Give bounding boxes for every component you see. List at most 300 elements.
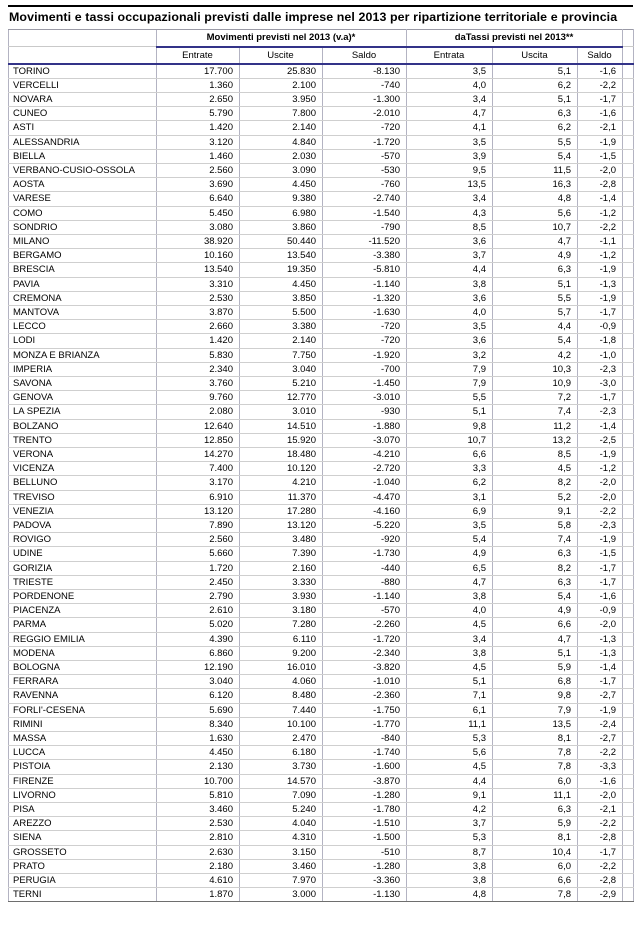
uscite-cell: 5.240 bbox=[240, 803, 323, 817]
uscite-cell: 14.570 bbox=[240, 774, 323, 788]
table-row bbox=[9, 135, 634, 149]
saldo-va-cell: -3.010 bbox=[323, 391, 407, 405]
uscita-tasso-cell: 4,7 bbox=[493, 632, 578, 646]
entrata-tasso-cell: 8,5 bbox=[407, 220, 493, 234]
spacer-cell bbox=[623, 774, 634, 788]
entrata-tasso-cell: 3,9 bbox=[407, 149, 493, 163]
entrata-tasso-cell: 7,9 bbox=[407, 362, 493, 376]
province-cell: LECCO bbox=[9, 320, 157, 334]
uscita-tasso-cell: 11,1 bbox=[493, 788, 578, 802]
saldo-va-cell: -1.320 bbox=[323, 291, 407, 305]
province-cell: TRENTO bbox=[9, 433, 157, 447]
uscite-cell: 8.480 bbox=[240, 689, 323, 703]
table-row bbox=[9, 817, 634, 831]
saldo-tasso-cell: -0,9 bbox=[578, 604, 623, 618]
uscite-cell: 7.970 bbox=[240, 874, 323, 888]
province-cell: SONDRIO bbox=[9, 220, 157, 234]
uscita-tasso-cell: 11,2 bbox=[493, 419, 578, 433]
saldo-tasso-cell: -1,9 bbox=[578, 533, 623, 547]
saldo-tasso-cell: -2,2 bbox=[578, 78, 623, 92]
uscite-cell: 10.120 bbox=[240, 462, 323, 476]
province-cell: LA SPEZIA bbox=[9, 405, 157, 419]
uscita-tasso-cell: 10,4 bbox=[493, 845, 578, 859]
entrate-cell: 3.170 bbox=[157, 476, 240, 490]
uscite-cell: 7.280 bbox=[240, 618, 323, 632]
entrata-tasso-cell: 6,6 bbox=[407, 447, 493, 461]
entrata-tasso-cell: 3,4 bbox=[407, 632, 493, 646]
saldo-tasso-cell: -3,3 bbox=[578, 760, 623, 774]
uscita-tasso-cell: 7,8 bbox=[493, 760, 578, 774]
saldo-va-cell: -760 bbox=[323, 178, 407, 192]
uscite-cell: 7.390 bbox=[240, 547, 323, 561]
province-cell: BELLUNO bbox=[9, 476, 157, 490]
spacer-cell bbox=[623, 689, 634, 703]
saldo-tasso-cell: -2,3 bbox=[578, 405, 623, 419]
province-cell: PADOVA bbox=[9, 519, 157, 533]
province-cell: BERGAMO bbox=[9, 249, 157, 263]
uscite-cell: 3.860 bbox=[240, 220, 323, 234]
uscita-tasso-cell: 6,3 bbox=[493, 107, 578, 121]
saldo-tasso-cell: -2,4 bbox=[578, 717, 623, 731]
saldo-va-cell: -510 bbox=[323, 845, 407, 859]
entrata-tasso-cell: 7,9 bbox=[407, 376, 493, 390]
entrata-tasso-cell: 3,8 bbox=[407, 590, 493, 604]
saldo-va-cell: -2.740 bbox=[323, 192, 407, 206]
entrata-tasso-cell: 10,7 bbox=[407, 433, 493, 447]
entrata-tasso-cell: 6,9 bbox=[407, 504, 493, 518]
entrata-tasso-cell: 4,1 bbox=[407, 121, 493, 135]
entrate-cell: 5.450 bbox=[157, 206, 240, 220]
spacer-cell bbox=[623, 320, 634, 334]
saldo-tasso-cell: -1,3 bbox=[578, 277, 623, 291]
entrata-tasso-cell: 9,5 bbox=[407, 163, 493, 177]
entrata-tasso-cell: 5,3 bbox=[407, 831, 493, 845]
entrate-cell: 3.040 bbox=[157, 675, 240, 689]
uscita-tasso-cell: 8,1 bbox=[493, 831, 578, 845]
saldo-va-cell: -1.010 bbox=[323, 675, 407, 689]
uscita-tasso-cell: 5,9 bbox=[493, 817, 578, 831]
spacer-cell bbox=[623, 263, 634, 277]
spacer-cell bbox=[623, 78, 634, 92]
uscita-tasso-cell: 5,4 bbox=[493, 334, 578, 348]
saldo-tasso-cell: -2,1 bbox=[578, 121, 623, 135]
entrata-tasso-cell: 5,1 bbox=[407, 675, 493, 689]
entrata-tasso-cell: 5,5 bbox=[407, 391, 493, 405]
spacer-cell bbox=[623, 760, 634, 774]
uscita-tasso-cell: 5,4 bbox=[493, 590, 578, 604]
uscita-tasso-cell: 6,2 bbox=[493, 121, 578, 135]
uscita-tasso-cell: 8,1 bbox=[493, 732, 578, 746]
province-cell: GENOVA bbox=[9, 391, 157, 405]
uscite-cell: 50.440 bbox=[240, 234, 323, 248]
saldo-tasso-cell: -2,0 bbox=[578, 476, 623, 490]
spacer-cell bbox=[623, 504, 634, 518]
saldo-tasso-cell: -2,9 bbox=[578, 888, 623, 902]
entrate-cell: 2.630 bbox=[157, 845, 240, 859]
saldo-tasso-cell: -2,8 bbox=[578, 178, 623, 192]
entrate-cell: 3.310 bbox=[157, 277, 240, 291]
spacer-cell bbox=[623, 376, 634, 390]
entrate-cell: 12.850 bbox=[157, 433, 240, 447]
saldo-va-cell: -720 bbox=[323, 121, 407, 135]
table-row bbox=[9, 107, 634, 121]
spacer-cell bbox=[623, 291, 634, 305]
province-cell: LODI bbox=[9, 334, 157, 348]
table-row bbox=[9, 234, 634, 248]
saldo-va-cell: -3.360 bbox=[323, 874, 407, 888]
entrata-tasso-cell: 5,1 bbox=[407, 405, 493, 419]
saldo-tasso-cell: -1,3 bbox=[578, 632, 623, 646]
uscite-cell: 10.100 bbox=[240, 717, 323, 731]
uscita-tasso-cell: 6,6 bbox=[493, 874, 578, 888]
saldo-va-cell: -570 bbox=[323, 149, 407, 163]
spacer-cell bbox=[623, 47, 634, 64]
entrate-cell: 1.460 bbox=[157, 149, 240, 163]
saldo-va-cell: -3.070 bbox=[323, 433, 407, 447]
saldo-va-cell: -1.740 bbox=[323, 746, 407, 760]
spacer-cell bbox=[623, 533, 634, 547]
uscita-tasso-cell: 5,2 bbox=[493, 490, 578, 504]
uscita-tasso-cell: 5,1 bbox=[493, 277, 578, 291]
spacer-cell bbox=[623, 64, 634, 79]
uscita-tasso-cell: 5,6 bbox=[493, 206, 578, 220]
entrate-cell: 1.360 bbox=[157, 78, 240, 92]
entrate-cell: 2.660 bbox=[157, 320, 240, 334]
entrate-cell: 5.020 bbox=[157, 618, 240, 632]
uscite-cell: 2.470 bbox=[240, 732, 323, 746]
uscita-tasso-cell: 10,7 bbox=[493, 220, 578, 234]
table-row bbox=[9, 874, 634, 888]
saldo-tasso-cell: -2,7 bbox=[578, 689, 623, 703]
uscita-tasso-cell: 4,9 bbox=[493, 604, 578, 618]
uscite-cell: 7.750 bbox=[240, 348, 323, 362]
saldo-tasso-cell: -1,4 bbox=[578, 419, 623, 433]
spacer-cell bbox=[623, 604, 634, 618]
province-cell: ASTI bbox=[9, 121, 157, 135]
uscita-tasso-cell: 7,4 bbox=[493, 533, 578, 547]
saldo-tasso-cell: -2,7 bbox=[578, 732, 623, 746]
entrata-tasso-cell: 3,5 bbox=[407, 519, 493, 533]
uscite-cell: 2.140 bbox=[240, 334, 323, 348]
uscite-cell: 6.110 bbox=[240, 632, 323, 646]
entrate-cell: 3.080 bbox=[157, 220, 240, 234]
uscite-cell: 3.480 bbox=[240, 533, 323, 547]
entrata-tasso-cell: 4,0 bbox=[407, 604, 493, 618]
saldo-tasso-cell: -1,4 bbox=[578, 661, 623, 675]
uscita-tasso-cell: 9,1 bbox=[493, 504, 578, 518]
table-row bbox=[9, 92, 634, 106]
uscita-tasso-cell: 6,6 bbox=[493, 618, 578, 632]
uscita-tasso-cell: 5,1 bbox=[493, 64, 578, 79]
table-row bbox=[9, 391, 634, 405]
entrate-cell: 2.810 bbox=[157, 831, 240, 845]
table-row bbox=[9, 547, 634, 561]
saldo-tasso-cell: -2,2 bbox=[578, 859, 623, 873]
saldo-va-cell: -880 bbox=[323, 575, 407, 589]
entrata-tasso-cell: 3,5 bbox=[407, 64, 493, 79]
uscite-cell: 4.450 bbox=[240, 277, 323, 291]
saldo-tasso-cell: -1,5 bbox=[578, 547, 623, 561]
province-cell: FIRENZE bbox=[9, 774, 157, 788]
saldo-va-cell: -3.380 bbox=[323, 249, 407, 263]
table-row bbox=[9, 405, 634, 419]
entrate-cell: 6.860 bbox=[157, 646, 240, 660]
saldo-va-cell: -440 bbox=[323, 561, 407, 575]
saldo-tasso-cell: -1,2 bbox=[578, 249, 623, 263]
uscita-tasso-cell: 4,8 bbox=[493, 192, 578, 206]
saldo-tasso-cell: -2,2 bbox=[578, 504, 623, 518]
province-cell: VARESE bbox=[9, 192, 157, 206]
entrata-tasso-cell: 4,7 bbox=[407, 107, 493, 121]
table-row bbox=[9, 590, 634, 604]
uscite-cell: 13.120 bbox=[240, 519, 323, 533]
province-cell: MONZA E BRIANZA bbox=[9, 348, 157, 362]
saldo-va-cell: -3.820 bbox=[323, 661, 407, 675]
entrata-tasso-cell: 4,0 bbox=[407, 305, 493, 319]
province-cell: BOLOGNA bbox=[9, 661, 157, 675]
saldo-tasso-cell: -1,9 bbox=[578, 135, 623, 149]
uscite-cell: 3.040 bbox=[240, 362, 323, 376]
spacer-cell bbox=[623, 391, 634, 405]
group-header-row bbox=[9, 30, 634, 47]
table-row bbox=[9, 575, 634, 589]
entrate-cell: 2.530 bbox=[157, 817, 240, 831]
uscita-tasso-cell: 13,2 bbox=[493, 433, 578, 447]
col-header-entrate: Entrate bbox=[157, 47, 240, 64]
entrate-cell: 10.700 bbox=[157, 774, 240, 788]
entrate-cell: 2.130 bbox=[157, 760, 240, 774]
uscita-tasso-cell: 6,3 bbox=[493, 263, 578, 277]
saldo-tasso-cell: -1,6 bbox=[578, 64, 623, 79]
spacer-cell bbox=[623, 433, 634, 447]
entrate-cell: 12.640 bbox=[157, 419, 240, 433]
col-header-saldo-va: Saldo bbox=[323, 47, 407, 64]
entrata-tasso-cell: 4,5 bbox=[407, 760, 493, 774]
uscite-cell: 9.380 bbox=[240, 192, 323, 206]
uscite-cell: 11.370 bbox=[240, 490, 323, 504]
province-cell: TORINO bbox=[9, 64, 157, 79]
table-row bbox=[9, 476, 634, 490]
saldo-va-cell: -3.870 bbox=[323, 774, 407, 788]
table-header bbox=[9, 30, 634, 64]
entrate-cell: 14.270 bbox=[157, 447, 240, 461]
uscite-cell: 3.180 bbox=[240, 604, 323, 618]
province-cell: FERRARA bbox=[9, 675, 157, 689]
uscita-tasso-cell: 4,5 bbox=[493, 462, 578, 476]
saldo-tasso-cell: -1,8 bbox=[578, 334, 623, 348]
saldo-tasso-cell: -2,1 bbox=[578, 803, 623, 817]
spacer-cell bbox=[623, 462, 634, 476]
spacer-cell bbox=[623, 206, 634, 220]
table-row bbox=[9, 206, 634, 220]
table-row bbox=[9, 64, 634, 79]
province-cell: LUCCA bbox=[9, 746, 157, 760]
spacer-cell bbox=[623, 817, 634, 831]
uscite-cell: 18.480 bbox=[240, 447, 323, 461]
saldo-va-cell: -570 bbox=[323, 604, 407, 618]
saldo-va-cell: -1.300 bbox=[323, 92, 407, 106]
spacer-cell bbox=[623, 149, 634, 163]
uscite-cell: 15.920 bbox=[240, 433, 323, 447]
province-cell: BOLZANO bbox=[9, 419, 157, 433]
entrata-tasso-cell: 4,4 bbox=[407, 263, 493, 277]
entrata-tasso-cell: 3,6 bbox=[407, 334, 493, 348]
uscita-tasso-cell: 6,0 bbox=[493, 859, 578, 873]
uscite-cell: 3.950 bbox=[240, 92, 323, 106]
saldo-tasso-cell: -2,0 bbox=[578, 618, 623, 632]
saldo-va-cell: -4.210 bbox=[323, 447, 407, 461]
table-row bbox=[9, 490, 634, 504]
saldo-va-cell: -2.010 bbox=[323, 107, 407, 121]
spacer-cell bbox=[623, 348, 634, 362]
province-cell: MANTOVA bbox=[9, 305, 157, 319]
province-cell: RIMINI bbox=[9, 717, 157, 731]
saldo-tasso-cell: -2,2 bbox=[578, 746, 623, 760]
province-cell: IMPERIA bbox=[9, 362, 157, 376]
uscite-cell: 5.500 bbox=[240, 305, 323, 319]
table-row bbox=[9, 675, 634, 689]
spacer-cell bbox=[623, 575, 634, 589]
saldo-va-cell: -1.510 bbox=[323, 817, 407, 831]
spacer-cell bbox=[623, 732, 634, 746]
province-cell: NOVARA bbox=[9, 92, 157, 106]
province-cell: BIELLA bbox=[9, 149, 157, 163]
saldo-tasso-cell: -1,2 bbox=[578, 462, 623, 476]
uscite-cell: 4.040 bbox=[240, 817, 323, 831]
province-cell: RAVENNA bbox=[9, 689, 157, 703]
entrata-tasso-cell: 13,5 bbox=[407, 178, 493, 192]
uscite-cell: 6.980 bbox=[240, 206, 323, 220]
uscita-tasso-cell: 8,5 bbox=[493, 447, 578, 461]
province-cell: CREMONA bbox=[9, 291, 157, 305]
uscite-cell: 4.450 bbox=[240, 178, 323, 192]
table-row bbox=[9, 604, 634, 618]
entrata-tasso-cell: 3,7 bbox=[407, 817, 493, 831]
saldo-tasso-cell: -1,7 bbox=[578, 575, 623, 589]
province-cell: ALESSANDRIA bbox=[9, 135, 157, 149]
table-row bbox=[9, 803, 634, 817]
saldo-va-cell: -1.630 bbox=[323, 305, 407, 319]
entrata-tasso-cell: 9,1 bbox=[407, 788, 493, 802]
saldo-va-cell: -1.770 bbox=[323, 717, 407, 731]
entrata-tasso-cell: 5,6 bbox=[407, 746, 493, 760]
uscite-cell: 2.030 bbox=[240, 149, 323, 163]
province-cell: VERBANO-CUSIO-OSSOLA bbox=[9, 163, 157, 177]
uscita-tasso-cell: 7,8 bbox=[493, 888, 578, 902]
entrata-tasso-cell: 3,8 bbox=[407, 859, 493, 873]
uscite-cell: 7.440 bbox=[240, 703, 323, 717]
table-row bbox=[9, 462, 634, 476]
entrata-tasso-cell: 9,8 bbox=[407, 419, 493, 433]
uscite-cell: 9.200 bbox=[240, 646, 323, 660]
uscita-tasso-cell: 9,8 bbox=[493, 689, 578, 703]
uscita-tasso-cell: 6,3 bbox=[493, 575, 578, 589]
saldo-tasso-cell: -1,4 bbox=[578, 192, 623, 206]
entrate-cell: 1.420 bbox=[157, 121, 240, 135]
entrata-tasso-cell: 3,6 bbox=[407, 234, 493, 248]
uscita-tasso-cell: 11,5 bbox=[493, 163, 578, 177]
saldo-va-cell: -530 bbox=[323, 163, 407, 177]
uscite-cell: 3.000 bbox=[240, 888, 323, 902]
saldo-tasso-cell: -1,0 bbox=[578, 348, 623, 362]
province-cell: MODENA bbox=[9, 646, 157, 660]
table-row bbox=[9, 249, 634, 263]
uscite-cell: 6.180 bbox=[240, 746, 323, 760]
entrate-cell: 2.790 bbox=[157, 590, 240, 604]
province-cell: SAVONA bbox=[9, 376, 157, 390]
province-cell: VERCELLI bbox=[9, 78, 157, 92]
saldo-va-cell: -1.280 bbox=[323, 859, 407, 873]
saldo-va-cell: -1.280 bbox=[323, 788, 407, 802]
province-cell: TREVISO bbox=[9, 490, 157, 504]
table-row bbox=[9, 760, 634, 774]
saldo-va-cell: -2.360 bbox=[323, 689, 407, 703]
saldo-va-cell: -4.160 bbox=[323, 504, 407, 518]
spacer-cell bbox=[623, 121, 634, 135]
entrate-cell: 2.560 bbox=[157, 163, 240, 177]
spacer-cell bbox=[623, 874, 634, 888]
spacer-cell bbox=[623, 135, 634, 149]
table-row bbox=[9, 163, 634, 177]
saldo-va-cell: -5.810 bbox=[323, 263, 407, 277]
saldo-va-cell: -840 bbox=[323, 732, 407, 746]
entrate-cell: 3.760 bbox=[157, 376, 240, 390]
entrate-cell: 3.690 bbox=[157, 178, 240, 192]
saldo-tasso-cell: -2,8 bbox=[578, 874, 623, 888]
uscite-cell: 4.840 bbox=[240, 135, 323, 149]
spacer-cell bbox=[623, 646, 634, 660]
table-row bbox=[9, 717, 634, 731]
table-row bbox=[9, 533, 634, 547]
entrata-tasso-cell: 3,3 bbox=[407, 462, 493, 476]
entrata-tasso-cell: 4,5 bbox=[407, 618, 493, 632]
uscite-cell: 2.140 bbox=[240, 121, 323, 135]
table-row bbox=[9, 376, 634, 390]
entrata-tasso-cell: 3,2 bbox=[407, 348, 493, 362]
saldo-va-cell: -1.450 bbox=[323, 376, 407, 390]
spacer-cell bbox=[623, 703, 634, 717]
uscita-tasso-cell: 6,8 bbox=[493, 675, 578, 689]
spacer-cell bbox=[623, 590, 634, 604]
province-cell: COMO bbox=[9, 206, 157, 220]
uscita-tasso-cell: 5,5 bbox=[493, 291, 578, 305]
uscita-tasso-cell: 6,3 bbox=[493, 547, 578, 561]
entrate-cell: 2.610 bbox=[157, 604, 240, 618]
uscite-cell: 3.330 bbox=[240, 575, 323, 589]
table-row bbox=[9, 277, 634, 291]
saldo-tasso-cell: -1,7 bbox=[578, 92, 623, 106]
entrate-cell: 2.650 bbox=[157, 92, 240, 106]
entrata-tasso-cell: 4,8 bbox=[407, 888, 493, 902]
page-title: Movimenti e tassi occupazionali previsti dalle imprese nel 2013 per ripartizione territoriale e provincia bbox=[9, 10, 618, 24]
province-cell: AOSTA bbox=[9, 178, 157, 192]
entrata-tasso-cell: 3,5 bbox=[407, 135, 493, 149]
saldo-va-cell: -790 bbox=[323, 220, 407, 234]
uscita-tasso-cell: 4,2 bbox=[493, 348, 578, 362]
saldo-tasso-cell: -1,6 bbox=[578, 107, 623, 121]
province-cell: GORIZIA bbox=[9, 561, 157, 575]
spacer-cell bbox=[623, 831, 634, 845]
province-cell: PARMA bbox=[9, 618, 157, 632]
spacer-cell bbox=[623, 192, 634, 206]
uscite-cell: 3.380 bbox=[240, 320, 323, 334]
entrata-tasso-cell: 8,7 bbox=[407, 845, 493, 859]
spacer-cell bbox=[623, 178, 634, 192]
entrate-cell: 5.690 bbox=[157, 703, 240, 717]
table-body bbox=[9, 64, 634, 902]
saldo-tasso-cell: -1,3 bbox=[578, 646, 623, 660]
province-cell: VENEZIA bbox=[9, 504, 157, 518]
